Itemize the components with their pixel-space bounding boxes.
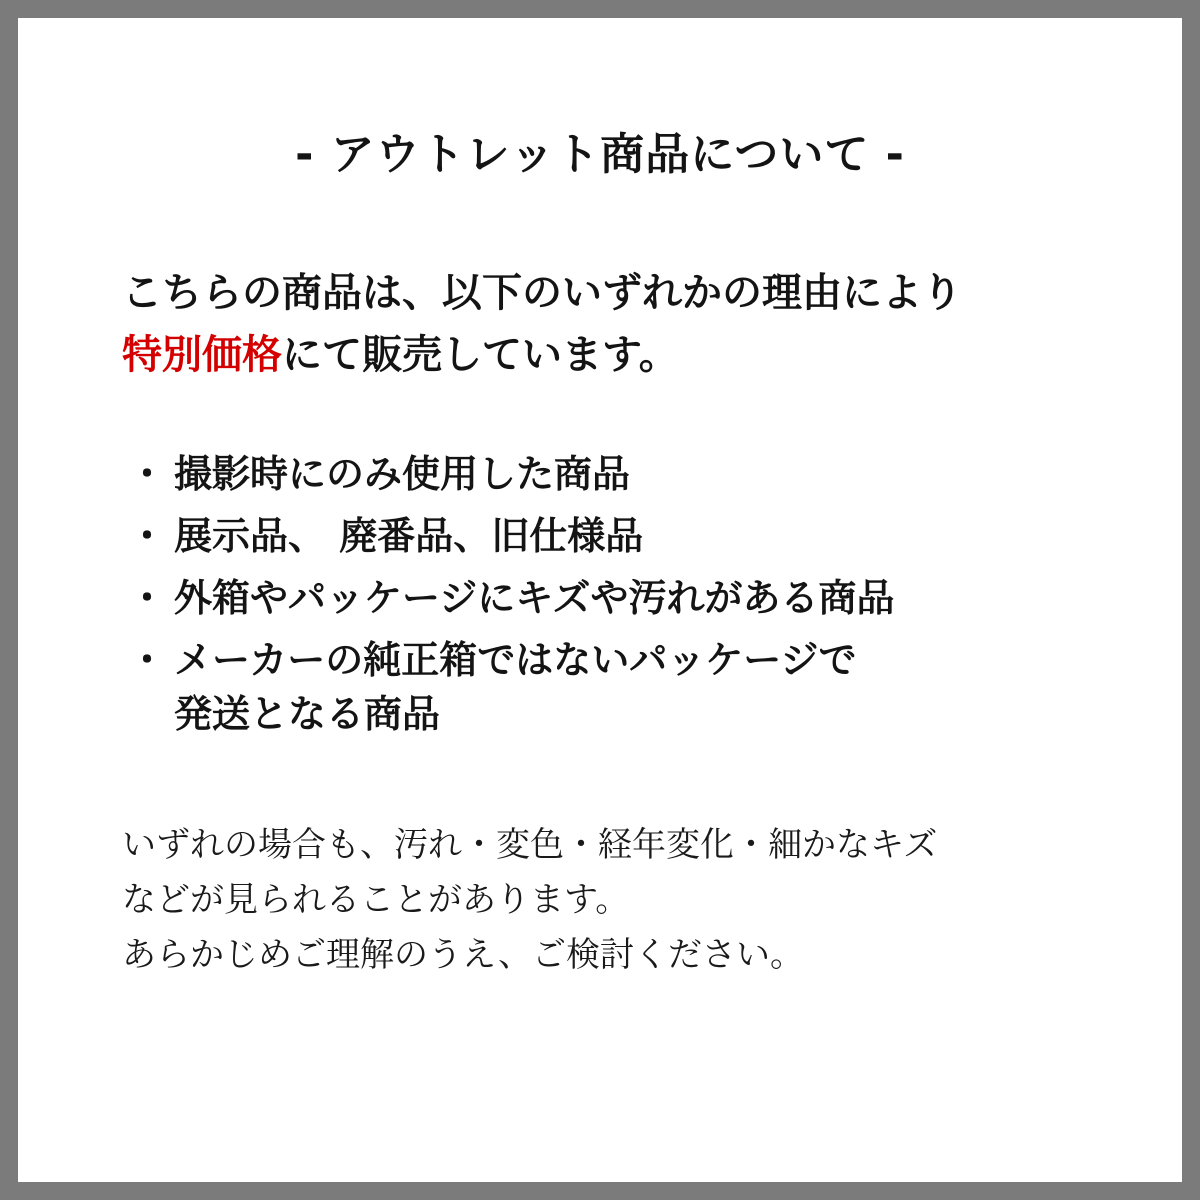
bullet-icon: ・ xyxy=(128,452,167,496)
list-item-label: メーカーの純正箱ではないパッケージで xyxy=(174,637,857,682)
bullet-icon: ・ xyxy=(128,513,167,558)
bullet-icon: ・ xyxy=(128,575,167,620)
card-content xyxy=(18,18,1182,1182)
list-item-label: 撮影時にのみ使用した商品 xyxy=(174,452,631,496)
note-line-1: いずれの場合も、汚れ・変色・経年変化・細かなキズ xyxy=(122,824,938,865)
list-item-label-continuation: 発送となる商品 xyxy=(174,691,441,736)
lead-accent-text: 特別価格 xyxy=(122,332,282,378)
bullet-icon: ・ xyxy=(128,637,167,682)
reason-list xyxy=(88,448,1112,742)
list-item xyxy=(122,510,1112,564)
list-item-label: 外箱やパッケージにキズや汚れがある商品 xyxy=(174,575,895,620)
lead-line-1: こちらの商品は、以下のいずれかの理由により xyxy=(122,270,962,316)
list-item xyxy=(122,448,1112,502)
disclaimer-note xyxy=(122,818,1112,983)
note-line-2: などが見られることがあります。 xyxy=(122,879,630,920)
list-item xyxy=(122,572,1112,626)
lead-paragraph xyxy=(122,262,1112,386)
list-item-label: 展示品、 廃番品、旧仕様品 xyxy=(174,513,644,558)
info-card xyxy=(18,18,1182,1182)
lead-line-2: にて販売しています。 xyxy=(282,332,679,378)
page-title: - アウトレット商品について - xyxy=(295,129,905,180)
list-item xyxy=(122,634,1112,742)
note-line-3: あらかじめご理解のうえ、ご検討ください。 xyxy=(122,934,805,975)
